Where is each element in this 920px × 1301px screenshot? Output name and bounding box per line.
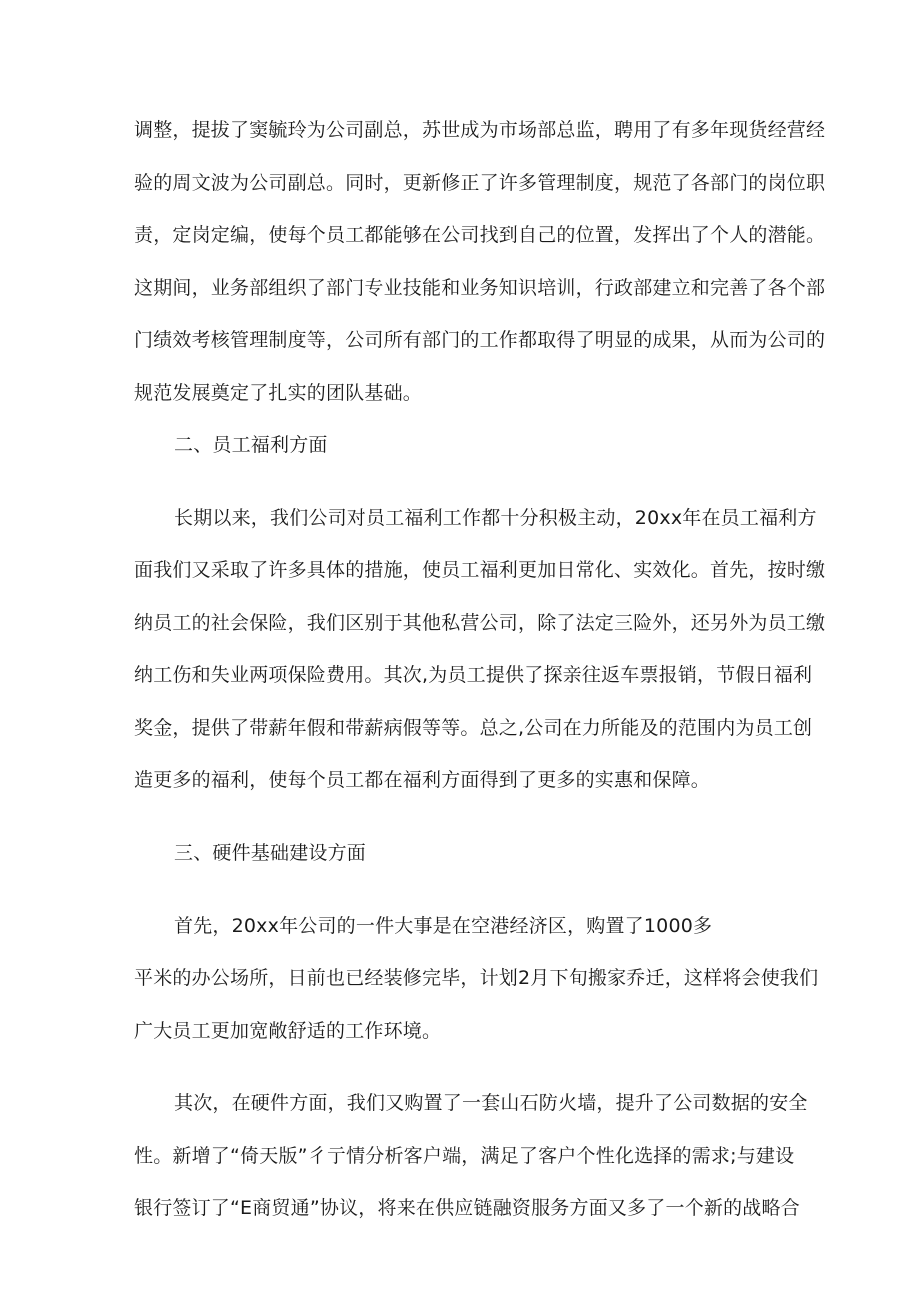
paragraph-line: 广大员工更加宽敞舒适的工作环境。 — [134, 1020, 442, 1042]
paragraph-line: 平米的办公场所，日前也已经装修完毕，计划2月下旬搬家乔迁，这样将会使我们 — [134, 967, 819, 989]
paragraph-line: 长期以来，我们公司对员工福利工作都十分积极主动，20xx年在员工福利方 — [174, 507, 817, 529]
paragraph-line: 造更多的福利，使每个员工都在福利方面得到了更多的实惠和保障。 — [134, 769, 711, 791]
paragraph-line: 门绩效考核管理制度等，公司所有部门的工作都取得了明显的成果，从而为公司的 — [134, 329, 826, 351]
paragraph-line: 其次，在硬件方面，我们又购置了一套山石防火墙，提升了公司数据的安全 — [174, 1092, 808, 1114]
paragraph-line: 责，定岗定编，使每个员工都能够在公司找到自己的位置，发挥出了个人的潜能。 — [134, 224, 826, 246]
section-heading: 二、员工福利方面 — [174, 434, 328, 456]
paragraph-line: 调整，提拔了窦毓玲为公司副总，苏世成为市场部总监，聘用了有多年现货经营经 — [134, 119, 826, 141]
paragraph-line: 奖金，提供了带薪年假和带薪病假等等。总之,公司在力所能及的范围内为员工创 — [134, 717, 813, 739]
paragraph-line: 纳工伤和失业两项保险费用。其次,为员工提供了探亲往返车票报销，节假日福利 — [134, 664, 813, 686]
section-heading: 三、硬件基础建设方面 — [174, 842, 367, 864]
paragraph-line: 纳员工的社会保险，我们区别于其他私营公司，除了法定三险外，还另外为员工缴 — [134, 612, 826, 634]
paragraph-line: 验的周文波为公司副总。同时，更新修正了许多管理制度，规范了各部门的岗位职 — [134, 172, 826, 194]
paragraph-line: 面我们又采取了许多具体的措施，使员工福利更加日常化、实效化。首先，按时缴 — [134, 559, 826, 581]
paragraph-line: 性。新增了“倚天版”彳亍情分析客户端，满足了客户个性化选择的需求;与建设 — [134, 1145, 795, 1167]
paragraph-line: 首先，20xx年公司的一件大事是在空港经济区，购置了1000多 — [174, 915, 713, 937]
paragraph-line: 这期间，业务部组织了部门专业技能和业务知识培训，行政部建立和完善了各个部 — [134, 277, 826, 299]
paragraph-line: 规范发展奠定了扎实的团队基础。 — [134, 382, 423, 404]
paragraph-line: 银行签订了“E商贸通”协议，将来在供应链融资服务方面又多了一个新的战略合 — [134, 1197, 800, 1219]
